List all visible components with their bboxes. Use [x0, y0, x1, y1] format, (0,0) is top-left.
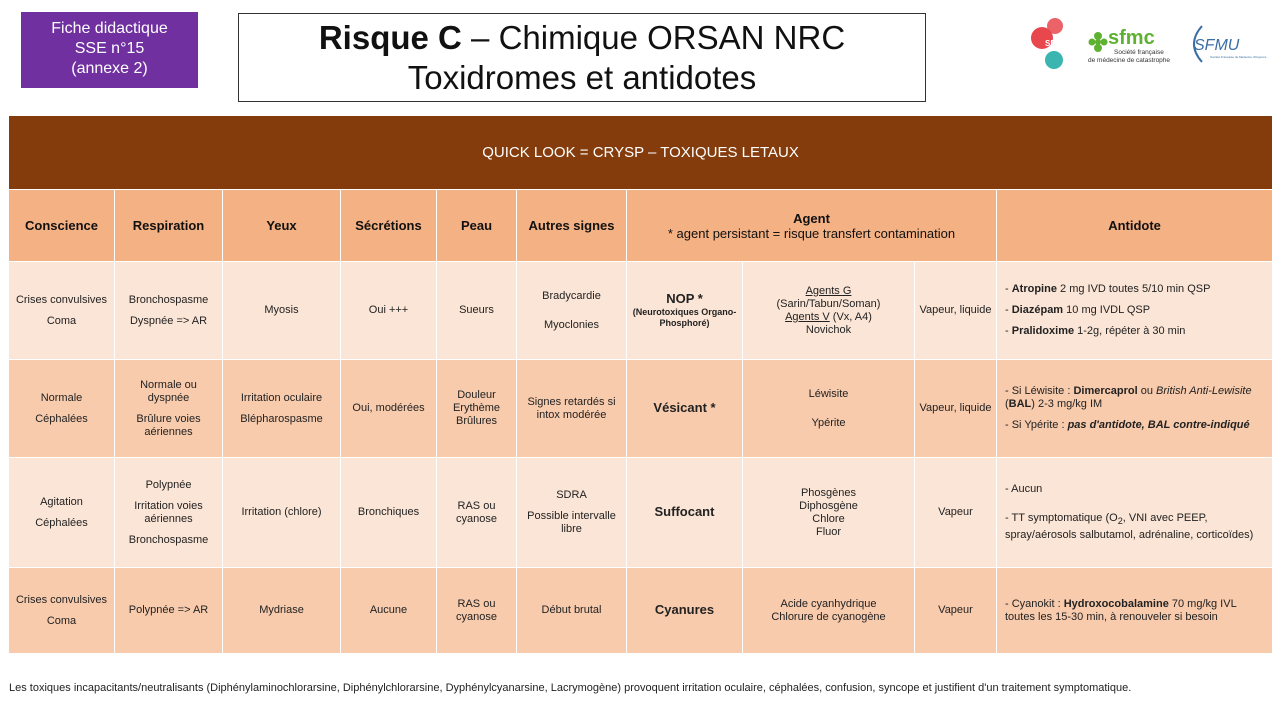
cell-text: Irritation oculaire — [240, 391, 323, 404]
cell-text: Myoclonies — [543, 318, 600, 331]
cell-text: Normale — [40, 391, 83, 404]
badge-line-1: Fiche didactique — [51, 20, 168, 37]
cell-text: Possible intervalle libre — [527, 510, 616, 535]
footnote: Les toxiques incapacitants/neutralisants (Diphénylaminochlorarsine, Diphénylchlorarsine, Dyphénylcyanarsine, Lacrymogène) provoquent irritation oculaire, céphalées, confusion, syncope et justifient d'un traitement symptomatique. — [9, 682, 1132, 694]
header-peau: Peau — [437, 190, 517, 262]
cell-antidote — [997, 262, 1273, 360]
agents-g-title: Agents G — [805, 284, 852, 297]
title-line-2: Toxidromes et antidotes — [407, 59, 757, 96]
cell-respiration — [115, 262, 223, 360]
antidote-dose: 1-2g, répéter à 30 min — [1074, 325, 1186, 337]
cell-agent — [627, 568, 743, 654]
cell-text: Irritation voies aériennes — [134, 499, 203, 525]
antidote-dose: 70 mg/kg IVL toutes les 15-30 min, à renouveler si besoin — [1005, 597, 1237, 623]
cell-examples — [743, 262, 915, 360]
antidote-alt-name: British Anti-Lewisite — [1156, 385, 1252, 397]
sfmc-logo-sub2: de médecine de catastrophe — [1088, 57, 1171, 64]
cell-text: Céphalées — [35, 412, 88, 425]
cell-yeux: Irritation (chlore) — [223, 458, 341, 568]
cell-conscience — [9, 262, 115, 360]
quick-look-title: QUICK LOOK = CRYSP – TOXIQUES LETAUX — [9, 116, 1273, 190]
cell-agent — [627, 360, 743, 458]
cell-forme: Vapeur, liquide — [915, 360, 997, 458]
cell-text: Bronchospasme — [128, 293, 209, 306]
cell-respiration — [115, 360, 223, 458]
cell-forme: Vapeur — [915, 458, 997, 568]
antidote-warning: pas d'antidote, BAL contre-indiqué — [1067, 419, 1250, 431]
antidote-prefix: - — [1005, 304, 1012, 316]
table-row-vesicant — [9, 360, 1273, 458]
cell-antidote — [997, 568, 1273, 654]
header-agent-sub: * agent persistant = risque transfert contamination — [667, 225, 956, 241]
sfmu-logo-sub: Société Française de Médecine d'Urgence — [1210, 55, 1267, 59]
antidote-prefix: - — [1005, 325, 1012, 337]
cell-text: Polypnée — [145, 478, 192, 491]
antidote-dose: 10 mg IVDL QSP — [1063, 304, 1151, 316]
cell-examples — [743, 360, 915, 458]
table-row-suffocant — [9, 458, 1273, 568]
sfmc-logo-sub1: Société française — [1114, 49, 1164, 56]
antidote-line: - TT symptomatique (O — [1005, 512, 1118, 525]
header-respiration: Respiration — [115, 190, 223, 262]
cell-peau: Sueurs — [437, 262, 517, 360]
sheet-badge — [21, 12, 198, 88]
cell-forme: Vapeur — [915, 568, 997, 654]
sfmc-logo-text: sfmc — [1108, 27, 1155, 49]
sfmu-logo-text: SFMU — [1194, 37, 1240, 54]
cell-antidote — [997, 360, 1273, 458]
cell-text: Crises convulsives — [15, 293, 108, 306]
agent-name: Suffocant — [654, 504, 715, 519]
toxidrome-table — [8, 115, 1273, 654]
cell-text: Bradycardie — [542, 289, 601, 302]
page-title — [238, 13, 926, 102]
cell-examples — [743, 568, 915, 654]
antidote-paren: ( — [1005, 398, 1009, 410]
cell-forme: Vapeur, liquide — [915, 262, 997, 360]
cell-respiration — [115, 458, 223, 568]
table-row-cyanures — [9, 568, 1273, 654]
cell-text: Bronchospasme — [128, 533, 209, 546]
cell-text: Ypérite — [811, 416, 846, 429]
badge-line-2: SSE n°15 — [74, 40, 145, 57]
agents-g-list: (Sarin/Tabun/Soman) — [776, 297, 881, 310]
cell-text: Acide cyanhydrique — [780, 597, 877, 610]
badge-line-3: (annexe 2) — [71, 60, 148, 77]
cell-text: Normale ou dyspnée — [140, 378, 197, 404]
cell-autres: Signes retardés si intox modérée — [517, 360, 627, 458]
antidote-dose: ) 2-3 mg/kg IM — [1031, 398, 1103, 410]
agent-name: Cyanures — [654, 602, 715, 617]
cell-examples — [743, 458, 915, 568]
cell-text: Phosgènes — [800, 486, 857, 499]
cell-text: Blépharospasme — [240, 412, 323, 425]
antidote-drug: Pralidoxime — [1011, 325, 1075, 337]
cell-autres — [517, 458, 627, 568]
cell-text: Dyspnée => AR — [129, 314, 208, 327]
cell-conscience — [9, 458, 115, 568]
cell-conscience — [9, 568, 115, 654]
cell-antidote — [997, 458, 1273, 568]
antidote-prefix: - Cyanokit : — [1005, 597, 1064, 610]
title-rest: – Chimique ORSAN NRC — [461, 19, 846, 56]
cell-text: Chlore — [812, 512, 845, 525]
header-row — [9, 190, 1273, 262]
cell-secretions: Bronchiques — [341, 458, 437, 568]
cell-peau — [437, 360, 517, 458]
agent-name: Vésicant * — [653, 400, 716, 415]
cell-text: Fluor — [815, 525, 842, 538]
header-secretions: Sécrétions — [341, 190, 437, 262]
cell-text: Douleur — [457, 389, 496, 401]
agents-v-title: Agents V — [785, 310, 830, 323]
cell-peau: RAS ou cyanose — [437, 458, 517, 568]
cell-agent — [627, 458, 743, 568]
cell-yeux: Myosis — [223, 262, 341, 360]
header-autres: Autres signes — [517, 190, 627, 262]
cell-text: Crises convulsives — [15, 593, 108, 606]
logo-strip — [1028, 16, 1267, 72]
cell-peau: RAS ou cyanose — [437, 568, 517, 654]
cell-text: Chlorure de cyanogène — [771, 610, 886, 623]
cell-conscience — [9, 360, 115, 458]
antidote-prefix: - Si Ypérite : — [1005, 419, 1068, 431]
antidote-drug: Hydroxocobalamine — [1063, 597, 1169, 610]
antidote-line: - Aucun — [1005, 483, 1043, 496]
cell-text: Léwisite — [808, 387, 849, 400]
header-antidote: Antidote — [997, 190, 1273, 262]
sfmu-logo-icon — [1184, 20, 1267, 68]
antidote-drug: Atropine — [1011, 283, 1057, 295]
quick-look-row — [9, 116, 1273, 190]
cell-autres: Début brutal — [517, 568, 627, 654]
antidote-dose: 2 mg IVD toutes 5/10 min QSP — [1056, 283, 1211, 295]
cell-text: Brûlures — [456, 415, 497, 427]
cell-respiration: Polypnée => AR — [115, 568, 223, 654]
cell-yeux: Mydriase — [223, 568, 341, 654]
cell-secretions: Oui +++ — [341, 262, 437, 360]
cell-secretions: Oui, modérées — [341, 360, 437, 458]
antidote-drug: Dimercaprol — [1073, 385, 1138, 397]
agents-v-list: (Vx, A4) — [829, 310, 872, 323]
cell-autres — [517, 262, 627, 360]
cell-secretions: Aucune — [341, 568, 437, 654]
agent-subtitle: (Neurotoxiques Organo- Phosphoré) — [632, 307, 737, 328]
cell-agent — [627, 262, 743, 360]
header-conscience: Conscience — [9, 190, 115, 262]
agents-other: Novichok — [805, 323, 852, 336]
title-line-1 — [239, 18, 925, 58]
antidote-prefix: - Si Léwisite : — [1005, 385, 1074, 397]
cell-text: Coma — [46, 614, 77, 627]
cell-text: Diphosgène — [799, 499, 858, 512]
antidote-line: , VNI avec PEEP, spray/aérosols salbutamol, adrénaline, corticoïdes) — [1005, 512, 1254, 541]
header-agent-title: Agent — [793, 210, 830, 226]
cell-text: Brûlure voies aériennes — [136, 412, 201, 438]
cell-text: Céphalées — [35, 516, 88, 529]
header-agent — [627, 190, 997, 262]
cell-text: Agitation — [40, 495, 83, 508]
antidote-connector: ou — [1137, 385, 1157, 397]
table-row-nop — [9, 262, 1273, 360]
cell-text: Coma — [46, 314, 77, 327]
cell-text: SDRA — [556, 489, 587, 501]
antidote-abbrev: BAL — [1008, 398, 1032, 410]
cell-text: Erythème — [452, 402, 501, 414]
sfar-logo-icon — [1028, 16, 1080, 70]
antidote-drug: Diazépam — [1011, 304, 1064, 316]
agent-name: NOP * — [666, 291, 703, 306]
antidote-prefix: - — [1005, 283, 1012, 295]
header-yeux: Yeux — [223, 190, 341, 262]
sfar-logo-text: SFAR — [1045, 39, 1067, 48]
cell-yeux — [223, 360, 341, 458]
title-strong: Risque C — [318, 19, 462, 56]
antidote-subscript: 2 — [1117, 516, 1123, 527]
sfmc-logo-icon — [1086, 22, 1186, 68]
